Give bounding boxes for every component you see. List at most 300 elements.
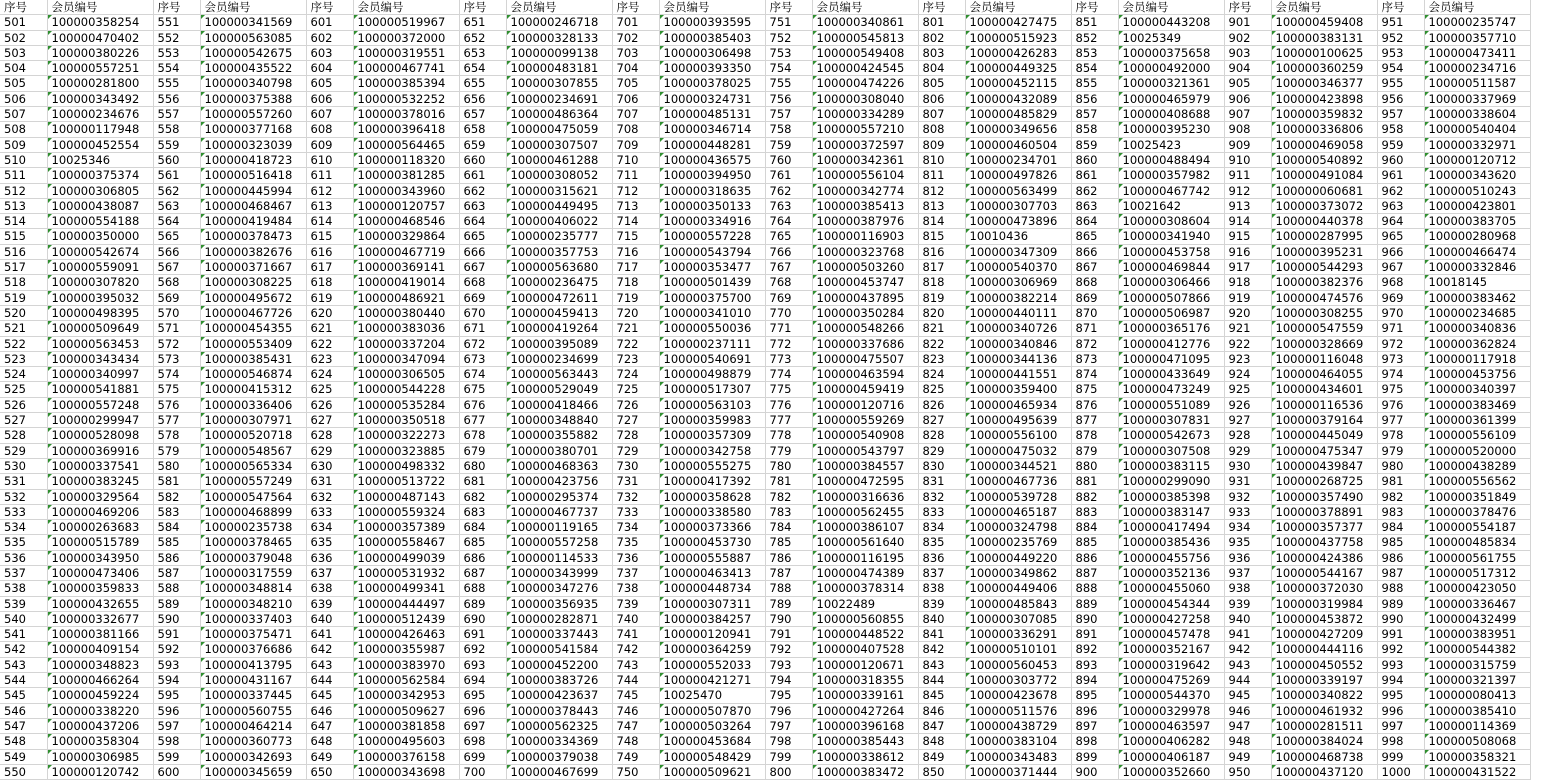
serial-cell[interactable]: 834: [918, 520, 965, 535]
serial-cell[interactable]: 922: [1224, 336, 1271, 351]
header-member-id-cell[interactable]: 会员编号: [812, 0, 918, 15]
serial-cell[interactable]: 952: [1377, 30, 1424, 45]
serial-cell[interactable]: 630: [306, 458, 353, 473]
member-id-cell[interactable]: 100000449406: [965, 581, 1071, 596]
member-id-cell[interactable]: 100000120941: [659, 627, 765, 642]
member-id-cell[interactable]: 100000497826: [965, 168, 1071, 183]
member-id-cell[interactable]: 100000299090: [1118, 474, 1224, 489]
member-id-cell[interactable]: 100000378891: [1271, 504, 1377, 519]
serial-cell[interactable]: 792: [765, 642, 812, 657]
member-id-cell[interactable]: 100000359400: [965, 382, 1071, 397]
member-id-cell[interactable]: 100000438289: [1424, 458, 1530, 473]
serial-cell[interactable]: 776: [765, 397, 812, 412]
serial-cell[interactable]: 847: [918, 718, 965, 733]
member-id-cell[interactable]: 100000308255: [1271, 305, 1377, 320]
serial-cell[interactable]: 515: [0, 229, 47, 244]
member-id-cell[interactable]: 100000080413: [1424, 688, 1530, 703]
member-id-cell[interactable]: 100000547559: [1271, 321, 1377, 336]
serial-cell[interactable]: 639: [306, 596, 353, 611]
serial-cell[interactable]: 777: [765, 413, 812, 428]
serial-cell[interactable]: 525: [0, 382, 47, 397]
member-id-cell[interactable]: 100000498879: [659, 367, 765, 382]
serial-cell[interactable]: 540: [0, 611, 47, 626]
serial-cell[interactable]: 566: [153, 244, 200, 259]
member-id-cell[interactable]: 100000436575: [659, 152, 765, 167]
member-id-cell[interactable]: 10010436: [965, 229, 1071, 244]
serial-cell[interactable]: 569: [153, 290, 200, 305]
serial-cell[interactable]: 558: [153, 122, 200, 137]
serial-cell[interactable]: 948: [1224, 734, 1271, 749]
member-id-cell[interactable]: 100000448281: [659, 137, 765, 152]
serial-cell[interactable]: 617: [306, 260, 353, 275]
member-id-cell[interactable]: 100000539728: [965, 489, 1071, 504]
serial-cell[interactable]: 840: [918, 611, 965, 626]
member-id-cell[interactable]: 100000454355: [200, 321, 306, 336]
member-id-cell[interactable]: 100000342953: [353, 688, 459, 703]
member-id-cell[interactable]: 100000475269: [1118, 673, 1224, 688]
member-id-cell[interactable]: 100000344521: [965, 458, 1071, 473]
member-id-cell[interactable]: 100000464055: [1271, 367, 1377, 382]
serial-cell[interactable]: 638: [306, 581, 353, 596]
serial-cell[interactable]: 550: [0, 764, 47, 779]
serial-cell[interactable]: 918: [1224, 275, 1271, 290]
serial-cell[interactable]: 984: [1377, 520, 1424, 535]
serial-cell[interactable]: 564: [153, 214, 200, 229]
member-id-cell[interactable]: 100000560453: [965, 657, 1071, 672]
member-id-cell[interactable]: 100000334916: [659, 214, 765, 229]
serial-cell[interactable]: 886: [1071, 550, 1118, 565]
member-id-cell[interactable]: 100000338612: [812, 749, 918, 764]
serial-cell[interactable]: 678: [459, 428, 506, 443]
member-id-cell[interactable]: 100000406282: [1118, 734, 1224, 749]
member-id-cell[interactable]: 100000357753: [506, 244, 612, 259]
serial-cell[interactable]: 554: [153, 61, 200, 76]
member-id-cell[interactable]: 100000350284: [812, 305, 918, 320]
member-id-cell[interactable]: 100000547564: [200, 489, 306, 504]
member-id-cell[interactable]: 100000357377: [1271, 520, 1377, 535]
member-id-cell[interactable]: 100000440378: [1271, 214, 1377, 229]
serial-cell[interactable]: 707: [612, 107, 659, 122]
member-id-cell[interactable]: 100000263683: [47, 520, 153, 535]
member-id-cell[interactable]: 100000307855: [506, 76, 612, 91]
member-id-cell[interactable]: 100000340836: [1424, 321, 1530, 336]
serial-cell[interactable]: 652: [459, 30, 506, 45]
serial-cell[interactable]: 676: [459, 397, 506, 412]
member-id-cell[interactable]: 100000359983: [659, 413, 765, 428]
member-id-cell[interactable]: 100000559324: [353, 504, 459, 519]
member-id-cell[interactable]: 100000343698: [353, 764, 459, 779]
serial-cell[interactable]: 646: [306, 703, 353, 718]
member-id-cell[interactable]: 100000378314: [812, 581, 918, 596]
serial-cell[interactable]: 936: [1224, 550, 1271, 565]
member-id-cell[interactable]: 100000383131: [1271, 30, 1377, 45]
serial-cell[interactable]: 535: [0, 535, 47, 550]
member-id-cell[interactable]: 100000473896: [965, 214, 1071, 229]
member-id-cell[interactable]: 100000474389: [812, 565, 918, 580]
serial-cell[interactable]: 949: [1224, 749, 1271, 764]
member-id-cell[interactable]: 100000474226: [812, 76, 918, 91]
member-id-cell[interactable]: 100000438087: [47, 198, 153, 213]
serial-cell[interactable]: 812: [918, 183, 965, 198]
serial-cell[interactable]: 895: [1071, 688, 1118, 703]
header-member-id-cell[interactable]: 会员编号: [659, 0, 765, 15]
member-id-cell[interactable]: 100000383104: [965, 734, 1071, 749]
member-id-cell[interactable]: 100000383951: [1424, 627, 1530, 642]
serial-cell[interactable]: 907: [1224, 107, 1271, 122]
member-id-cell[interactable]: 100000463597: [1118, 718, 1224, 733]
member-id-cell[interactable]: 100000343492: [47, 91, 153, 106]
serial-cell[interactable]: 873: [1071, 351, 1118, 366]
serial-cell[interactable]: 605: [306, 76, 353, 91]
member-id-cell[interactable]: 100000520000: [1424, 443, 1530, 458]
serial-cell[interactable]: 837: [918, 565, 965, 580]
serial-cell[interactable]: 506: [0, 91, 47, 106]
member-id-cell[interactable]: 100000344136: [965, 351, 1071, 366]
member-id-cell[interactable]: 100000453758: [1118, 244, 1224, 259]
serial-cell[interactable]: 595: [153, 688, 200, 703]
member-id-cell[interactable]: 100000334369: [506, 734, 612, 749]
serial-cell[interactable]: 607: [306, 107, 353, 122]
member-id-cell[interactable]: 100000509621: [659, 764, 765, 779]
member-id-cell[interactable]: 100000295374: [506, 489, 612, 504]
member-id-cell[interactable]: 100000564465: [353, 137, 459, 152]
serial-cell[interactable]: 874: [1071, 367, 1118, 382]
serial-cell[interactable]: 992: [1377, 642, 1424, 657]
member-id-cell[interactable]: 100000467737: [506, 504, 612, 519]
member-id-cell[interactable]: 100000475507: [812, 351, 918, 366]
serial-cell[interactable]: 692: [459, 642, 506, 657]
serial-cell[interactable]: 774: [765, 367, 812, 382]
serial-cell[interactable]: 615: [306, 229, 353, 244]
member-id-cell[interactable]: 100000379048: [200, 550, 306, 565]
member-id-cell[interactable]: 100000385403: [659, 30, 765, 45]
serial-cell[interactable]: 580: [153, 458, 200, 473]
serial-cell[interactable]: 542: [0, 642, 47, 657]
serial-cell[interactable]: 745: [612, 688, 659, 703]
member-id-cell[interactable]: 100000562455: [812, 504, 918, 519]
serial-cell[interactable]: 728: [612, 428, 659, 443]
serial-cell[interactable]: 911: [1224, 168, 1271, 183]
serial-cell[interactable]: 581: [153, 474, 200, 489]
serial-cell[interactable]: 718: [612, 275, 659, 290]
serial-cell[interactable]: 958: [1377, 122, 1424, 137]
member-id-cell[interactable]: 100000351849: [1424, 489, 1530, 504]
member-id-cell[interactable]: 100000369916: [47, 443, 153, 458]
serial-cell[interactable]: 913: [1224, 198, 1271, 213]
serial-cell[interactable]: 508: [0, 122, 47, 137]
member-id-cell[interactable]: 100000445994: [200, 183, 306, 198]
serial-cell[interactable]: 809: [918, 137, 965, 152]
member-id-cell[interactable]: 100000424386: [1271, 550, 1377, 565]
serial-cell[interactable]: 848: [918, 734, 965, 749]
serial-cell[interactable]: 749: [612, 749, 659, 764]
serial-cell[interactable]: 868: [1071, 275, 1118, 290]
member-id-cell[interactable]: 100000306805: [47, 183, 153, 198]
serial-cell[interactable]: 611: [306, 168, 353, 183]
serial-cell[interactable]: 741: [612, 627, 659, 642]
serial-cell[interactable]: 836: [918, 550, 965, 565]
member-id-cell[interactable]: 100000557251: [47, 61, 153, 76]
serial-cell[interactable]: 850: [918, 764, 965, 779]
member-id-cell[interactable]: 100000563103: [659, 397, 765, 412]
member-id-cell[interactable]: 100000560755: [200, 703, 306, 718]
serial-cell[interactable]: 571: [153, 321, 200, 336]
member-id-cell[interactable]: 100000347094: [353, 351, 459, 366]
member-id-cell[interactable]: 100000426463: [353, 627, 459, 642]
member-id-cell[interactable]: 100000511587: [1424, 76, 1530, 91]
member-id-cell[interactable]: 100000118320: [353, 152, 459, 167]
serial-cell[interactable]: 898: [1071, 734, 1118, 749]
serial-cell[interactable]: 970: [1377, 305, 1424, 320]
serial-cell[interactable]: 531: [0, 474, 47, 489]
member-id-cell[interactable]: 100000377168: [200, 122, 306, 137]
serial-cell[interactable]: 974: [1377, 367, 1424, 382]
serial-cell[interactable]: 877: [1071, 413, 1118, 428]
member-id-cell[interactable]: 100000465187: [965, 504, 1071, 519]
serial-cell[interactable]: 811: [918, 168, 965, 183]
serial-cell[interactable]: 582: [153, 489, 200, 504]
member-id-cell[interactable]: 100000423898: [1271, 91, 1377, 106]
serial-cell[interactable]: 602: [306, 30, 353, 45]
serial-cell[interactable]: 628: [306, 428, 353, 443]
member-id-cell[interactable]: 100000423801: [1424, 198, 1530, 213]
member-id-cell[interactable]: 100000236475: [506, 275, 612, 290]
member-id-cell[interactable]: 100000383472: [812, 764, 918, 779]
serial-cell[interactable]: 929: [1224, 443, 1271, 458]
member-id-cell[interactable]: 100000469206: [47, 504, 153, 519]
serial-cell[interactable]: 985: [1377, 535, 1424, 550]
serial-cell[interactable]: 583: [153, 504, 200, 519]
member-id-cell[interactable]: 100000563680: [506, 260, 612, 275]
member-id-cell[interactable]: 100000542675: [200, 45, 306, 60]
serial-cell[interactable]: 621: [306, 321, 353, 336]
member-id-cell[interactable]: 100000114369: [1424, 718, 1530, 733]
member-id-cell[interactable]: 100000348210: [200, 596, 306, 611]
serial-cell[interactable]: 598: [153, 734, 200, 749]
member-id-cell[interactable]: 100000450552: [1271, 657, 1377, 672]
serial-cell[interactable]: 544: [0, 673, 47, 688]
serial-cell[interactable]: 788: [765, 581, 812, 596]
serial-cell[interactable]: 762: [765, 183, 812, 198]
serial-cell[interactable]: 600: [153, 764, 200, 779]
member-id-cell[interactable]: 100000457478: [1118, 627, 1224, 642]
serial-cell[interactable]: 950: [1224, 764, 1271, 779]
member-id-cell[interactable]: 100000488494: [1118, 152, 1224, 167]
member-id-cell[interactable]: 100000444116: [1271, 642, 1377, 657]
member-id-cell[interactable]: 100000324731: [659, 91, 765, 106]
serial-cell[interactable]: 865: [1071, 229, 1118, 244]
serial-cell[interactable]: 631: [306, 474, 353, 489]
serial-cell[interactable]: 969: [1377, 290, 1424, 305]
member-id-cell[interactable]: 100000544370: [1118, 688, 1224, 703]
serial-cell[interactable]: 798: [765, 734, 812, 749]
member-id-cell[interactable]: 100000307085: [965, 611, 1071, 626]
member-id-cell[interactable]: 100000503260: [812, 260, 918, 275]
member-id-cell[interactable]: 100000117948: [47, 122, 153, 137]
member-id-cell[interactable]: 100000431522: [1424, 764, 1530, 779]
serial-cell[interactable]: 993: [1377, 657, 1424, 672]
member-id-cell[interactable]: 100000495603: [353, 734, 459, 749]
member-id-cell[interactable]: 100000437758: [1271, 535, 1377, 550]
serial-cell[interactable]: 626: [306, 397, 353, 412]
member-id-cell[interactable]: 100000449325: [965, 61, 1071, 76]
member-id-cell[interactable]: 100000316636: [812, 489, 918, 504]
member-id-cell[interactable]: 100000412776: [1118, 336, 1224, 351]
member-id-cell[interactable]: 100000246718: [506, 15, 612, 30]
member-id-cell[interactable]: 100000449220: [965, 550, 1071, 565]
member-id-cell[interactable]: 100000352136: [1118, 565, 1224, 580]
member-id-cell[interactable]: 100000381858: [353, 718, 459, 733]
header-member-id-cell[interactable]: 会员编号: [1424, 0, 1530, 15]
serial-cell[interactable]: 556: [153, 91, 200, 106]
member-id-cell[interactable]: 100000453747: [812, 275, 918, 290]
member-id-cell[interactable]: 100000306466: [1118, 275, 1224, 290]
member-id-cell[interactable]: 100000540908: [812, 428, 918, 443]
member-id-cell[interactable]: 100000459413: [506, 305, 612, 320]
member-id-cell[interactable]: 100000384024: [1271, 734, 1377, 749]
member-id-cell[interactable]: 100000444497: [353, 596, 459, 611]
member-id-cell[interactable]: 100000345659: [200, 764, 306, 779]
member-id-cell[interactable]: 100000375388: [200, 91, 306, 106]
member-id-cell[interactable]: 100000438729: [965, 718, 1071, 733]
serial-cell[interactable]: 896: [1071, 703, 1118, 718]
member-id-cell[interactable]: 100000359833: [47, 581, 153, 596]
serial-cell[interactable]: 738: [612, 581, 659, 596]
serial-cell[interactable]: 614: [306, 214, 353, 229]
serial-cell[interactable]: 518: [0, 275, 47, 290]
member-id-cell[interactable]: 100000439847: [1271, 458, 1377, 473]
member-id-cell[interactable]: 100000383115: [1118, 458, 1224, 473]
member-id-cell[interactable]: 100000343960: [353, 183, 459, 198]
member-id-cell[interactable]: 100000468467: [200, 198, 306, 213]
member-id-cell[interactable]: 100000281511: [1271, 718, 1377, 733]
serial-cell[interactable]: 732: [612, 489, 659, 504]
serial-cell[interactable]: 733: [612, 504, 659, 519]
serial-cell[interactable]: 530: [0, 458, 47, 473]
serial-cell[interactable]: 601: [306, 15, 353, 30]
serial-cell[interactable]: 945: [1224, 688, 1271, 703]
member-id-cell[interactable]: 100000340861: [812, 15, 918, 30]
serial-cell[interactable]: 548: [0, 734, 47, 749]
serial-cell[interactable]: 528: [0, 428, 47, 443]
member-id-cell[interactable]: 100000542674: [47, 244, 153, 259]
member-id-cell[interactable]: 100000540404: [1424, 122, 1530, 137]
member-id-cell[interactable]: 100000544293: [1271, 260, 1377, 275]
serial-cell[interactable]: 536: [0, 550, 47, 565]
serial-cell[interactable]: 568: [153, 275, 200, 290]
member-id-cell[interactable]: 100000324798: [965, 520, 1071, 535]
member-id-cell[interactable]: 100000432499: [1424, 611, 1530, 626]
serial-cell[interactable]: 503: [0, 45, 47, 60]
member-id-cell[interactable]: 100000334289: [812, 107, 918, 122]
member-id-cell[interactable]: 100000475347: [1271, 443, 1377, 458]
serial-cell[interactable]: 705: [612, 76, 659, 91]
serial-cell[interactable]: 786: [765, 550, 812, 565]
member-id-cell[interactable]: 100000424545: [812, 61, 918, 76]
serial-cell[interactable]: 664: [459, 214, 506, 229]
serial-cell[interactable]: 807: [918, 107, 965, 122]
member-id-cell[interactable]: 100000343950: [47, 550, 153, 565]
member-id-cell[interactable]: 100000472595: [812, 474, 918, 489]
serial-cell[interactable]: 817: [918, 260, 965, 275]
serial-cell[interactable]: 883: [1071, 504, 1118, 519]
member-id-cell[interactable]: 100000466474: [1424, 244, 1530, 259]
member-id-cell[interactable]: 100000395089: [506, 336, 612, 351]
serial-cell[interactable]: 700: [459, 764, 506, 779]
serial-cell[interactable]: 509: [0, 137, 47, 152]
member-id-cell[interactable]: 10025470: [659, 688, 765, 703]
member-id-cell[interactable]: 100000542673: [1118, 428, 1224, 443]
member-id-cell[interactable]: 100000507866: [1118, 290, 1224, 305]
serial-cell[interactable]: 955: [1377, 76, 1424, 91]
serial-cell[interactable]: 750: [612, 764, 659, 779]
member-id-cell[interactable]: 100000337443: [506, 627, 612, 642]
serial-cell[interactable]: 546: [0, 703, 47, 718]
member-id-cell[interactable]: 100000385410: [1424, 703, 1530, 718]
member-id-cell[interactable]: 100000459419: [812, 382, 918, 397]
serial-cell[interactable]: 756: [765, 91, 812, 106]
serial-cell[interactable]: 589: [153, 596, 200, 611]
member-id-cell[interactable]: 100000510101: [965, 642, 1071, 657]
serial-cell[interactable]: 673: [459, 351, 506, 366]
serial-cell[interactable]: 965: [1377, 229, 1424, 244]
member-id-cell[interactable]: 100000329978: [1118, 703, 1224, 718]
member-id-cell[interactable]: 100000467736: [965, 474, 1071, 489]
member-id-cell[interactable]: 100000499341: [353, 581, 459, 596]
serial-cell[interactable]: 634: [306, 520, 353, 535]
serial-cell[interactable]: 889: [1071, 596, 1118, 611]
serial-cell[interactable]: 857: [1071, 107, 1118, 122]
member-id-cell[interactable]: 100000486921: [353, 290, 459, 305]
member-id-cell[interactable]: 100000556104: [812, 168, 918, 183]
serial-cell[interactable]: 644: [306, 673, 353, 688]
serial-cell[interactable]: 909: [1224, 137, 1271, 152]
member-id-cell[interactable]: 100000465979: [1118, 91, 1224, 106]
member-id-cell[interactable]: 100000508068: [1424, 734, 1530, 749]
serial-cell[interactable]: 516: [0, 244, 47, 259]
member-id-cell[interactable]: 100000352167: [1118, 642, 1224, 657]
member-id-cell[interactable]: 100000471095: [1118, 351, 1224, 366]
member-id-cell[interactable]: 100000559091: [47, 260, 153, 275]
serial-cell[interactable]: 789: [765, 596, 812, 611]
serial-cell[interactable]: 739: [612, 596, 659, 611]
member-id-cell[interactable]: 100000281800: [47, 76, 153, 91]
serial-cell[interactable]: 533: [0, 504, 47, 519]
serial-cell[interactable]: 682: [459, 489, 506, 504]
serial-cell[interactable]: 930: [1224, 458, 1271, 473]
member-id-cell[interactable]: 100000435522: [200, 61, 306, 76]
header-serial-cell[interactable]: 序号: [1224, 0, 1271, 15]
member-id-cell[interactable]: 100000461932: [1271, 703, 1377, 718]
serial-cell[interactable]: 606: [306, 91, 353, 106]
member-id-cell[interactable]: 100000465934: [965, 397, 1071, 412]
member-id-cell[interactable]: 100000282871: [506, 611, 612, 626]
member-id-cell[interactable]: 100000321397: [1424, 673, 1530, 688]
serial-cell[interactable]: 527: [0, 413, 47, 428]
serial-cell[interactable]: 784: [765, 520, 812, 535]
member-id-cell[interactable]: 100000378473: [200, 229, 306, 244]
header-serial-cell[interactable]: 序号: [1377, 0, 1424, 15]
member-id-cell[interactable]: 100000332677: [47, 611, 153, 626]
serial-cell[interactable]: 800: [765, 764, 812, 779]
serial-cell[interactable]: 966: [1377, 244, 1424, 259]
serial-cell[interactable]: 592: [153, 642, 200, 657]
member-id-cell[interactable]: 100000346714: [659, 122, 765, 137]
member-id-cell[interactable]: 100000319642: [1118, 657, 1224, 672]
member-id-cell[interactable]: 100000237111: [659, 336, 765, 351]
serial-cell[interactable]: 781: [765, 474, 812, 489]
member-id-cell[interactable]: 100000528098: [47, 428, 153, 443]
